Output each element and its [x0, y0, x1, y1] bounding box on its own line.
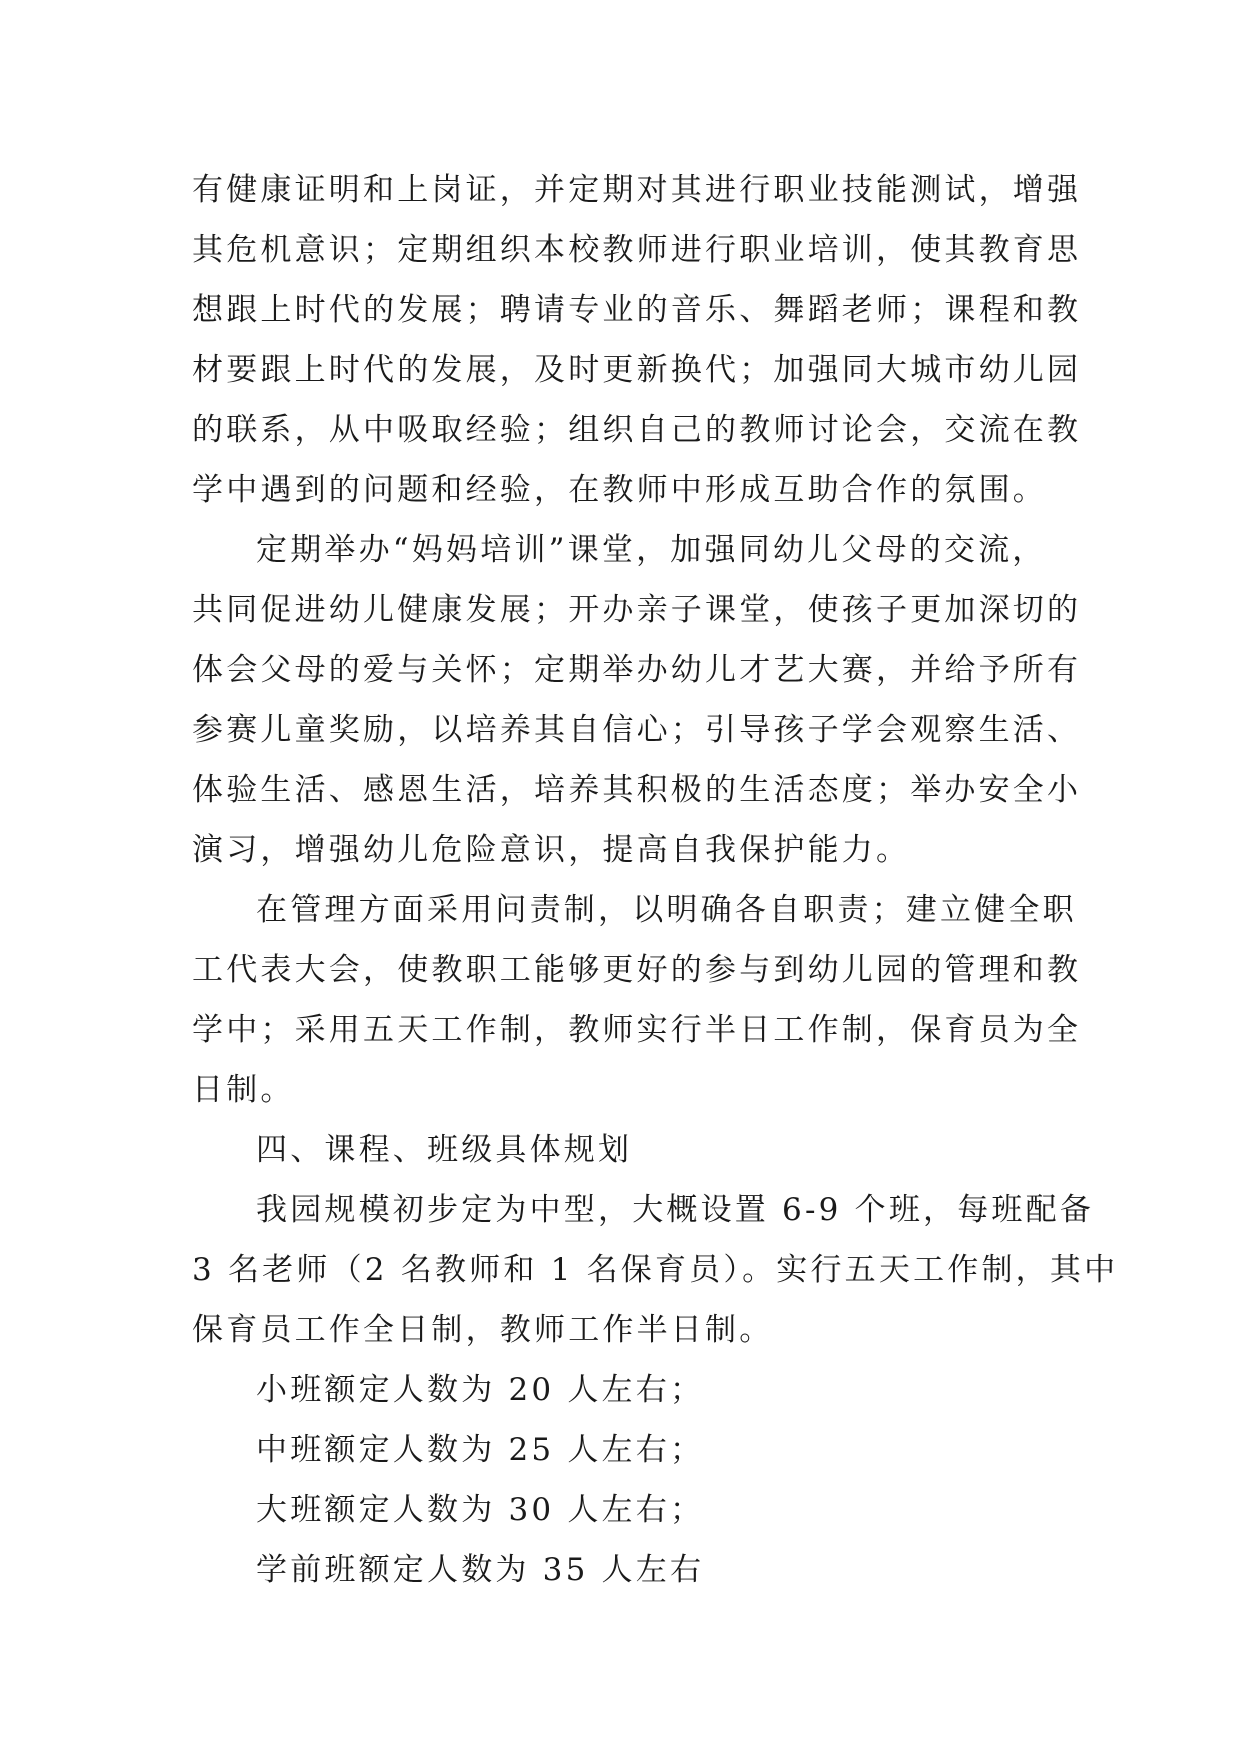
- text-line: 我园规模初步定为中型，大概设置 6-9 个班，每班配备: [256, 1192, 1095, 1228]
- text-line: 参赛儿童奖励，以培养其自信心；引导孩子学会观察生活、: [192, 712, 1082, 748]
- text-line: 3 名老师（2 名教师和 1 名保育员）。实行五天工作制，其中: [192, 1252, 1119, 1288]
- text-line: 在管理方面采用问责制，以明确各自职责；建立健全职: [256, 892, 1077, 928]
- text-line: 有健康证明和上岗证，并定期对其进行职业技能测试，增强: [192, 172, 1082, 208]
- text-line: 学中；采用五天工作制，教师实行半日工作制，保育员为全: [192, 1012, 1082, 1048]
- paragraph: [192, 1480, 1060, 1540]
- paragraph: [192, 520, 1082, 880]
- text-line: 体会父母的爱与关怀；定期举办幼儿才艺大赛，并给予所有: [192, 652, 1082, 688]
- text-line: 学前班额定人数为 35 人左右: [256, 1552, 705, 1588]
- text-line: 体验生活、感恩生活，培养其积极的生活态度；举办安全小: [192, 772, 1082, 808]
- text-line: 保育员工作全日制，教师工作半日制。: [192, 1312, 774, 1348]
- document-page: [192, 160, 1119, 1600]
- text-line: 大班额定人数为 30 人左右；: [256, 1492, 705, 1528]
- document-body: [192, 160, 1119, 1600]
- paragraph: [192, 1120, 1060, 1180]
- text-line: 工代表大会，使教职工能够更好的参与到幼儿园的管理和教: [192, 952, 1082, 988]
- paragraph: [192, 880, 1082, 1120]
- text-line: 中班额定人数为 25 人左右；: [256, 1432, 705, 1468]
- paragraph: [192, 1420, 1060, 1480]
- text-line: 材要跟上时代的发展，及时更新换代；加强同大城市幼儿园: [192, 352, 1082, 388]
- text-line: 四、课程、班级具体规划: [256, 1132, 633, 1168]
- text-line: 其危机意识；定期组织本校教师进行职业培训，使其教育思: [192, 232, 1082, 268]
- text-line: 学中遇到的问题和经验，在教师中形成互助合作的氛围。: [192, 472, 1047, 508]
- paragraph: [192, 1180, 1119, 1360]
- text-line: 想跟上时代的发展；聘请专业的音乐、舞蹈老师；课程和教: [192, 292, 1082, 328]
- text-line: 日制。: [192, 1072, 295, 1108]
- paragraph: [192, 1540, 1060, 1600]
- text-line: 演习，增强幼儿危险意识，提高自我保护能力。: [192, 832, 911, 868]
- paragraph: [192, 160, 1082, 520]
- text-line: 定期举办“妈妈培训”课堂，加强同幼儿父母的交流，: [256, 532, 1047, 568]
- text-line: 小班额定人数为 20 人左右；: [256, 1372, 705, 1408]
- text-line: 的联系，从中吸取经验；组织自己的教师讨论会，交流在教: [192, 412, 1082, 448]
- text-line: 共同促进幼儿健康发展；开办亲子课堂，使孩子更加深切的: [192, 592, 1082, 628]
- paragraph: [192, 1360, 1060, 1420]
